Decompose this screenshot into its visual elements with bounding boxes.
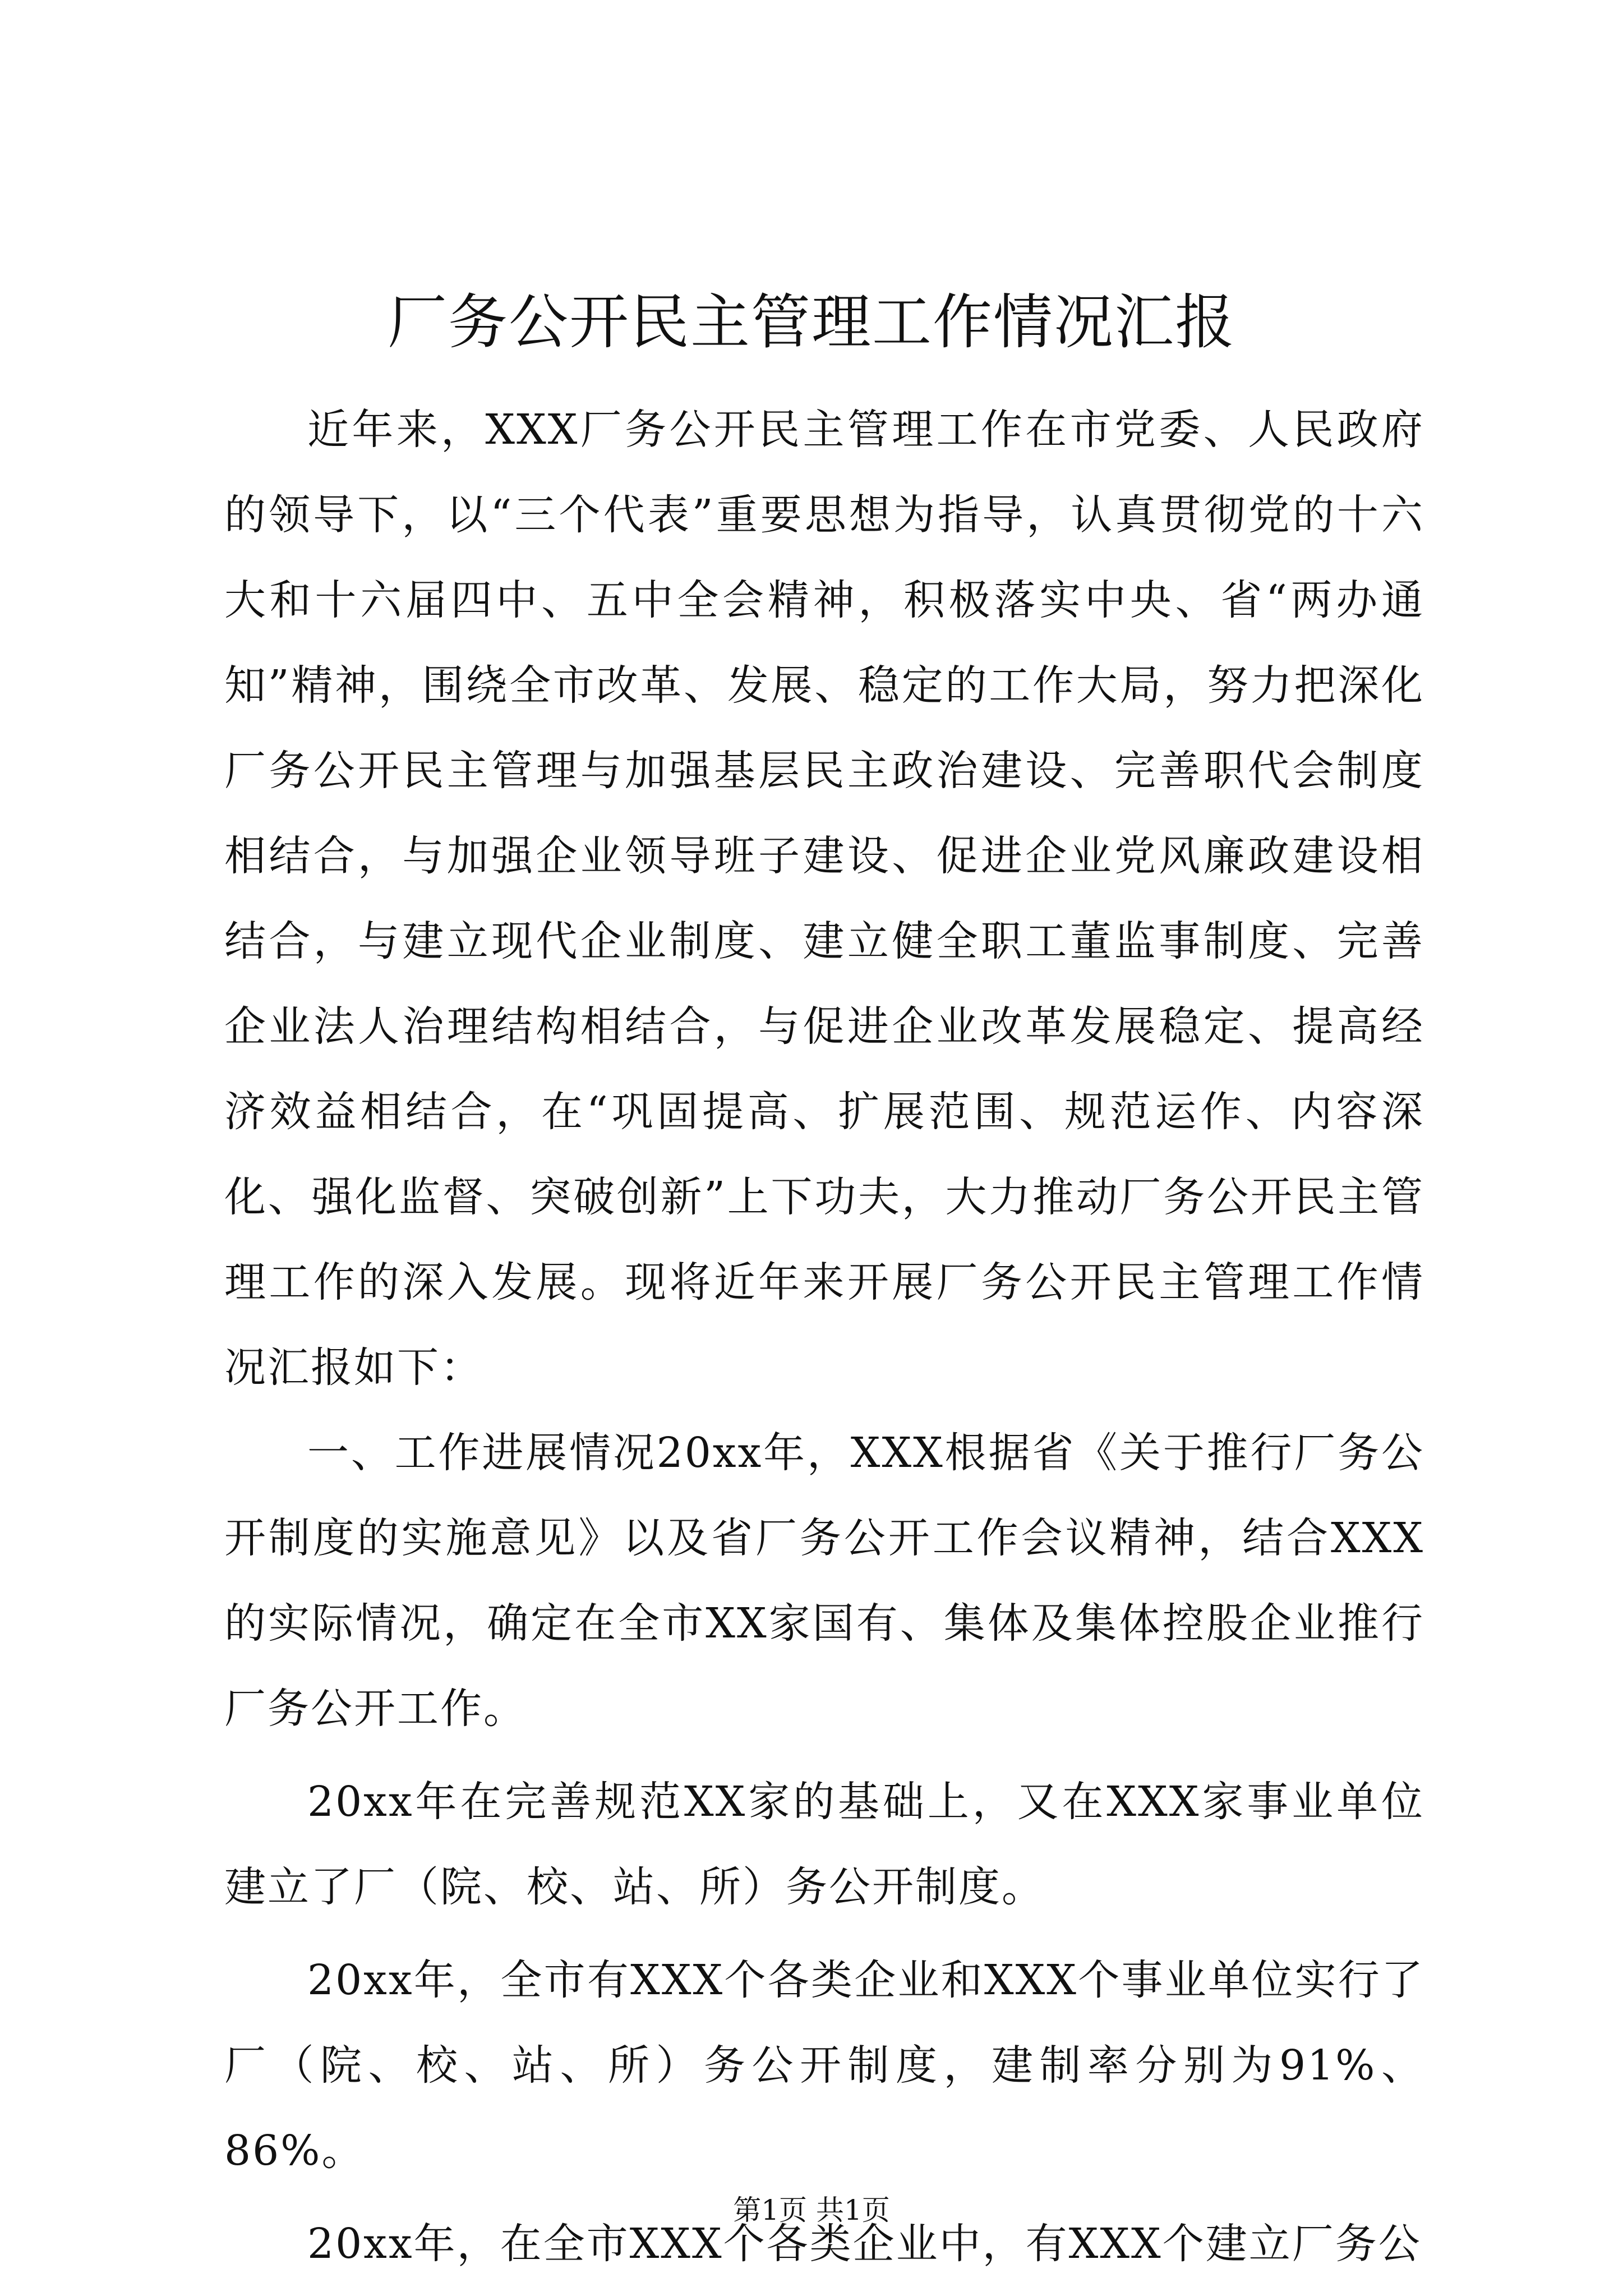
- paragraph-progress: 一、工作进展情况20xx年，XXX根据省《关于推行厂务公开制度的实施意见》以及省厂务公开工作会议精神，结合XXX的实际情况，确定在全市XX家国有、集体及集体控股企业推行厂务公开工作。: [224, 1429, 1424, 1733]
- paragraph-year-1: 20xx年在完善规范XX家的基础上，又在XXX家事业单位建立了厂（院、校、站、所）务公开制度。: [224, 1778, 1424, 1911]
- document-title: 厂务公开民主管理工作情况汇报: [388, 288, 1235, 357]
- paragraph-year-3: 20xx年，在全市XXX个各类企业中，有XXX个建立厂务公: [307, 2220, 1422, 2268]
- paragraph-year-2: 20xx年，全市有XXX个各类企业和XXX个事业单位实行了厂（院、校、站、所）务公开制度，建制率分别为91%、86%。: [224, 1956, 1424, 2175]
- page-number-footer: 第1页 共1页: [733, 2194, 890, 2226]
- paragraph-intro: 近年来，XXX厂务公开民主管理工作在市党委、人民政府的领导下，以“三个代表”重要思想为指导，认真贯彻党的十六大和十六届四中、五中全会精神，积极落实中央、省“两办通知”精神，围绕全市改革、发展、稳定的工作大局，努力把深化厂务公开民主管理与加强基层民主政治建设、完善职代会制度相结合，与加强企业领导班子建设、促进企业党风廉政建设相结合，与建立现代企业制度、建立健全职工董监事制度、完善企业法人治理结构相结合，与促进企业改革发展稳定、提高经济效益相结合，在“巩固提高、扩展范围、规范运作、内容深化、强化监督、突破创新”上下功夫，大力推动厂务公开民主管理工作的深入发展。现将近年来开展厂务公开民主管理工作情况汇报如下：: [224, 406, 1424, 1392]
- document-body: [224, 387, 1424, 2286]
